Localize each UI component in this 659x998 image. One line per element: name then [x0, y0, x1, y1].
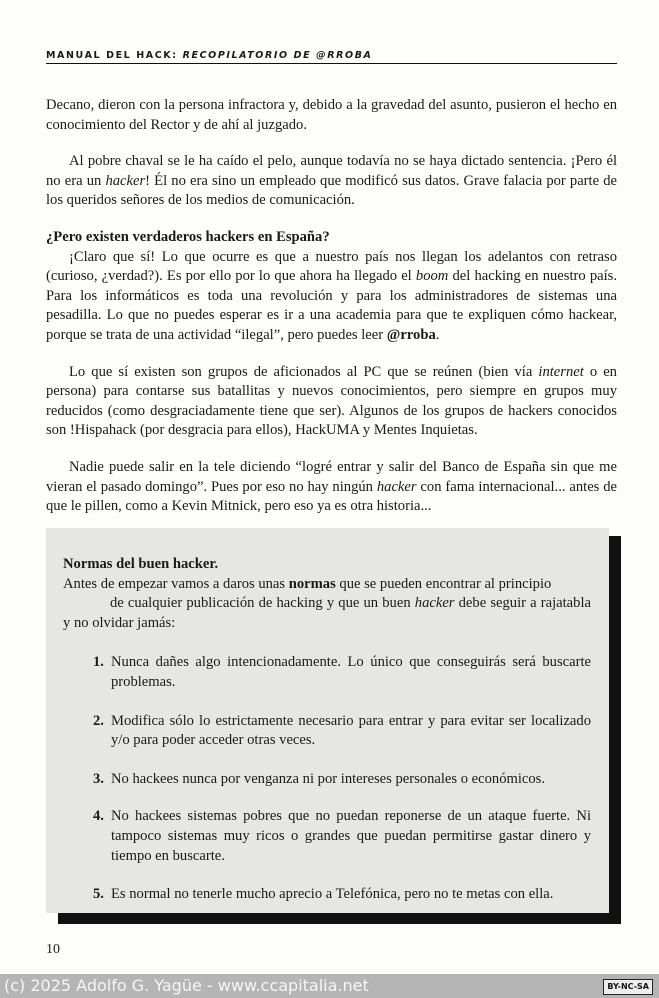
rule-number: 2. — [93, 712, 104, 729]
p4-text-a: Lo que sí existen son grupos de aficionados al PC que se reúnen (bien vía — [69, 363, 539, 380]
intro-text-d: de cualquier publicación de hacking y que un buen — [110, 595, 415, 612]
list-item — [63, 807, 591, 866]
header-title: MANUAL DEL HACK: — [46, 50, 183, 61]
paragraph-2 — [46, 152, 617, 211]
paragraph-3 — [46, 248, 617, 346]
p3-text-c: del hacking en nuestro país. Para los informáticos es toda una revolución y para los administradores de sistemas una pesadilla. Lo que no puedes esperar es ir a una academia para que te expliquen cómo hackear, porque se trata de una actividad “ilegal”, pero puedes leer — [46, 268, 617, 343]
rule-text: No hackees nunca por venganza ni por intereses personales o económicos. — [111, 770, 546, 787]
rule-number: 3. — [93, 770, 104, 787]
list-item — [63, 885, 591, 905]
watermark-text: (c) 2025 Adolfo G. Yagüe - www.ccapitalia.net — [4, 976, 369, 995]
main-text — [46, 96, 617, 517]
p3-text-a: ¡Claro que sí! Lo que ocurre es que a nuestro país nos llegan los adelantos con retraso (curioso, ¿verdad?). Es por ello por lo que ahora ha llegado el — [46, 248, 617, 285]
intro-text-a: Antes de empezar vamos a daros unas — [63, 575, 289, 592]
cc-license-label: BY-NC-SA — [607, 982, 649, 991]
copyright-watermark — [0, 974, 659, 998]
rule-number: 4. — [93, 808, 104, 825]
rule-text: No hackees sistemas pobres que no puedan reponerse de un ataque fuerte. Ni tampoco sistemas muy ricos o grandes que puedan permitirse gastar dinero y tiempo en buscarte. — [111, 808, 591, 864]
cc-license-icon — [603, 979, 653, 995]
intro-italic-hacker: hacker — [414, 595, 455, 612]
rule-number: 5. — [93, 886, 104, 903]
p2-text-c: ! Él no era sino un empleado que modificó sus datos. Grave falacia por parte de los queridos señores de los medios de comunicación. — [46, 172, 617, 209]
rule-text: Es normal no tenerle mucho aprecio a Telefónica, pero no te metas con ella. — [111, 886, 554, 903]
running-header — [46, 50, 617, 64]
section-heading: ¿Pero existen verdaderos hackers en España? — [46, 228, 330, 245]
paragraph-1: Decano, dieron con la persona infractora y, debido a la gravedad del asunto, pusieron el hecho en conocimiento del Rector y de ahí al juzgado. — [46, 97, 617, 133]
p5-text-c: con fama internacional... antes de que le pillen, como a Kevin Mitnick, pero eso ya es otra historia... — [46, 478, 617, 515]
p3-italic-boom: boom — [415, 268, 449, 285]
list-item — [63, 770, 591, 790]
p2-text-a: Al pobre chaval se le ha caído el pelo, aunque todavía no se haya dictado sentencia. ¡Pero él no era un — [46, 153, 617, 189]
intro-hang — [63, 595, 591, 631]
header-subtitle: RECOPILATORIO DE @RROBA — [182, 50, 373, 61]
paragraph-4 — [46, 363, 617, 441]
intro-bold-normas: normas — [288, 575, 336, 592]
p5-text-a: Nadie puede salir en la tele diciendo “logré entrar y salir del Banco de España sin que me vieran el pasado domingo”. Pues por eso no hay ningún — [46, 458, 617, 495]
rule-number: 1. — [93, 654, 104, 671]
rule-text: Nunca dañes algo intencionadamente. Lo único que conseguirás será buscarte problemas. — [111, 654, 591, 690]
paragraph-5 — [46, 458, 617, 517]
hacker-rules-box — [46, 528, 609, 913]
intro-text-c: que se pueden encontrar al principio — [335, 575, 552, 592]
page-number: 10 — [46, 942, 60, 957]
intro-text-f: debe seguir a rajatabla y no olvidar jamás: — [63, 595, 591, 631]
list-item — [63, 653, 591, 692]
box-intro — [63, 575, 591, 634]
rules-list — [63, 653, 591, 904]
p4-italic-internet: internet — [538, 363, 584, 380]
rule-text: Modifica sólo lo estrictamente necesario para entrar y para evitar ser localizado y/o para poder acceder otras veces. — [111, 712, 591, 749]
box-title: Normas del buen hacker. — [63, 556, 219, 572]
p5-italic-hacker: hacker — [376, 478, 417, 495]
p3-bold-arroba: @rroba — [386, 326, 436, 343]
p4-text-c: o en persona) para contarse sus batallitas y nuevos conocimientos, pero siempre en grupos muy reducidos (como desgraciadamente tiene que ser). Algunos de los grupos de hackers conocidos son !Hispahack (por desgracia para ellos), HackUMA y Mentes Inquietas. — [46, 363, 617, 439]
p3-text-e: . — [435, 326, 440, 343]
list-item — [63, 712, 591, 751]
p2-italic-hacker: hacker — [105, 172, 146, 189]
